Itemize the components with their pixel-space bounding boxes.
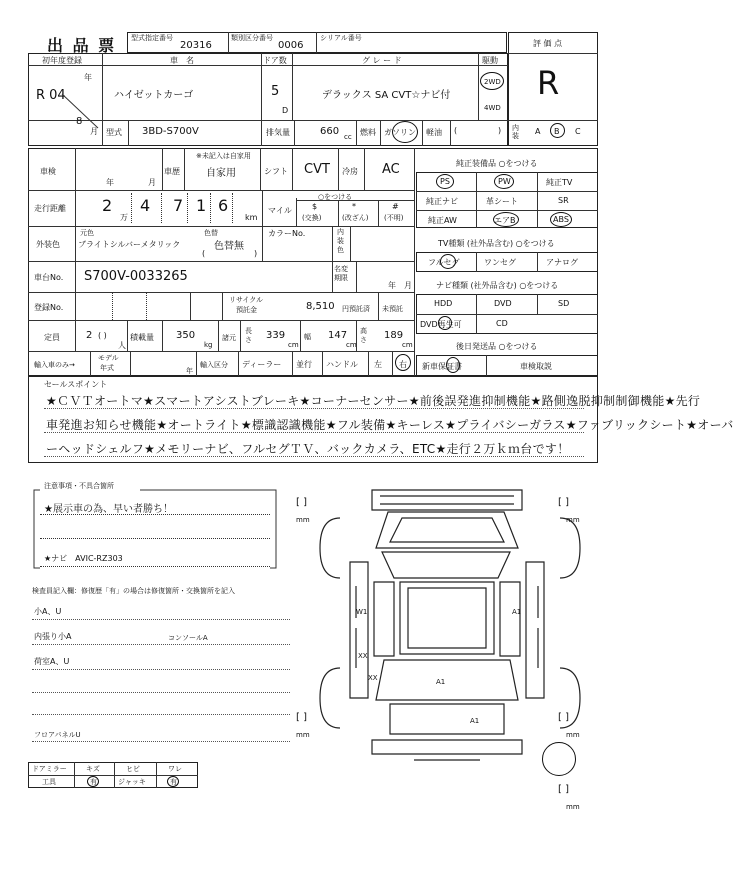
import-only-label: 輸入車のみ→ <box>34 361 75 369</box>
length-value: 339 <box>266 330 286 341</box>
load-label: 積載量 <box>130 333 154 342</box>
scratch-label: キズ <box>86 765 100 773</box>
drive-2wd: 2WD <box>484 78 501 86</box>
tire-bracket-front-left: [ ] <box>296 497 307 508</box>
tv-fullseg: フルセグ <box>428 258 460 267</box>
handle-left: 左 <box>374 360 382 369</box>
mm-front-left: mm <box>296 516 310 524</box>
tools-have: 有 <box>90 778 97 786</box>
tv-oneseg: ワンセグ <box>484 258 516 267</box>
tire-bracket-rear-right: [ ] <box>558 712 569 723</box>
doors-label: ドア数 <box>263 56 287 65</box>
height-cm: cm <box>402 341 413 349</box>
length-label: 長さ <box>245 327 252 344</box>
equip-sr: SR <box>558 196 569 205</box>
inspector-label: 検査員記入欄：修復歴「有」の場合は修復箇所・交換箇所を記入 <box>32 587 235 595</box>
caution-line-2: ★ナビ AVIC-RZ303 <box>44 554 123 563</box>
caution-label: 注意事項・不具合箇所 <box>44 482 114 490</box>
equip-genuine-navi: 純正ナビ <box>426 197 458 206</box>
after-new-warranty: 新車保証書 <box>422 362 462 371</box>
abs-circle <box>550 212 572 227</box>
person-unit: 人 <box>118 341 126 350</box>
fullseg-circle <box>440 254 456 269</box>
cc-unit: cc <box>344 133 352 141</box>
drive-label: 駆動 <box>482 56 498 65</box>
handle-right: 右 <box>399 360 407 369</box>
man-unit: 万 <box>120 213 128 222</box>
registration-label: 登録No. <box>34 303 64 312</box>
equip-leather-seat: 革シート <box>486 197 518 206</box>
parallel-option: 並行 <box>296 360 312 369</box>
equip-ps: PS <box>440 177 450 186</box>
km-unit: km <box>245 213 258 222</box>
category-number-label: 類別区分番号 <box>231 34 273 42</box>
capacity-value: 2 <box>86 330 93 341</box>
handle-label: ハンドル <box>326 360 358 369</box>
category-number-value: 0006 <box>278 40 304 51</box>
name-change-month: 月 <box>404 281 412 290</box>
history-value: 自家用 <box>206 168 236 179</box>
door-count: 5 <box>271 84 280 99</box>
original-color-label: 元色 <box>80 229 94 237</box>
exchange-label: (交換) <box>302 214 322 222</box>
year-unit: 年 <box>84 73 92 82</box>
equip-genuine-tv: 純正TV <box>546 178 573 187</box>
inspection-month-unit: 月 <box>148 178 156 187</box>
genuine-equipment-label: 純正装備品 ○をつける <box>456 159 538 168</box>
2wd-circle <box>480 72 504 90</box>
history-note: ※未記入は自家用 <box>196 152 251 160</box>
exterior-color-label: 外装色 <box>36 240 60 249</box>
equip-abs: ABS <box>553 215 569 224</box>
diagram-mark-w1: W1 <box>356 608 368 616</box>
fuel-gasoline: ガソリン <box>384 128 416 137</box>
width-cm: cm <box>346 341 357 349</box>
tampered-label: (改ざん) <box>342 214 369 222</box>
warranty-circle <box>446 357 460 373</box>
model-label: 型式 <box>106 128 122 137</box>
fuel-paren-open: ( <box>454 126 458 135</box>
after-manual: 車検取説 <box>520 362 552 371</box>
navi-type-label: ナビ種類 (社外品含む) ○をつける <box>436 281 559 290</box>
tire-bracket-spare: [ ] <box>558 784 569 795</box>
sales-point-line-3: ーヘッドシェルフ★メモリーナビ、フルセグＴＶ、バックカメラ、ETC★走行２万ｋｍ台です！ <box>46 442 570 456</box>
first-registration-label: 初年度登録 <box>42 56 82 65</box>
car-name-label: 車 名 <box>170 56 194 65</box>
diagram-mark-xx-1: XX <box>358 652 368 660</box>
equip-airbag: エアB <box>494 216 516 225</box>
displacement-value: 660 <box>320 126 340 137</box>
unknown-symbol: # <box>392 202 399 211</box>
width-label: 幅 <box>304 333 311 341</box>
grade-value: デラックス SA CVT☆ナビ付 <box>322 90 451 101</box>
ps-circle <box>436 174 454 189</box>
equip-genuine-aw: 純正AW <box>428 216 457 225</box>
color-change-value: 色替無 <box>214 241 244 252</box>
type-number-value: 20316 <box>180 40 212 51</box>
circle-instruction: ○をつける <box>318 193 353 201</box>
fuel-paren-close: ) <box>498 126 502 135</box>
navi-sd: SD <box>558 299 570 308</box>
model-year-unit: 年 <box>186 367 193 375</box>
tire-bracket-front-right: [ ] <box>558 497 569 508</box>
chassis-number: S700V-0033265 <box>84 269 188 284</box>
recycle-label-1: リサイクル <box>229 296 264 304</box>
mm-front-right: mm <box>566 516 580 524</box>
shift-label: シフト <box>264 167 288 176</box>
navi-hdd: HDD <box>434 299 453 308</box>
interior-grade-a: A <box>535 127 541 136</box>
color-paren-open: ( <box>202 249 206 258</box>
handle-right-circle <box>395 354 411 371</box>
dealer-option: ディーラー <box>242 360 282 369</box>
width-value: 147 <box>328 330 348 341</box>
navi-cd: CD <box>496 319 508 328</box>
color-change-label: 色替 <box>204 229 218 237</box>
exchange-symbol: $ <box>312 202 318 211</box>
month-unit: 月 <box>90 127 98 136</box>
diagram-mark-a1-bumper: A1 <box>470 717 480 725</box>
inspection-year-unit: 年 <box>106 178 114 187</box>
model-year-label-2: 年式 <box>100 364 114 372</box>
mm-rear-right: mm <box>566 731 580 739</box>
equip-pw: PW <box>498 177 511 186</box>
cooler-value: AC <box>382 162 400 177</box>
mm-rear-left: mm <box>296 731 310 739</box>
caution-line-1: ★展示車の為、早い者勝ち！ <box>44 504 173 515</box>
color-code-label: カラーNo. <box>268 229 306 238</box>
mm-spare: mm <box>566 803 580 811</box>
capacity-label: 定員 <box>44 333 60 342</box>
drive-4wd: 4WD <box>484 104 501 112</box>
door-mirror-label: ドアミラー <box>32 765 67 773</box>
kg-unit: kg <box>204 341 213 349</box>
height-value: 189 <box>384 330 404 341</box>
shift-value: CVT <box>304 162 330 177</box>
unknown-label: (不明) <box>384 214 404 222</box>
serial-number-label: シリアル番号 <box>320 34 362 42</box>
mileage-digit-5: 6 <box>218 196 229 215</box>
jack-have-circle <box>167 776 179 787</box>
model-year-label-1: モデル <box>98 354 119 362</box>
displacement-label: 排気量 <box>266 128 290 137</box>
recycle-unit: 円預託済 <box>342 305 370 313</box>
repair-item-5: フロアパネルU <box>34 731 81 739</box>
cooler-label: 冷房 <box>342 167 358 176</box>
model-value: 3BD-S700V <box>142 126 199 137</box>
recycle-label-2: 預託金 <box>236 306 257 314</box>
spare-tire-circle <box>542 742 576 776</box>
car-name: ハイゼットカーゴ <box>114 90 194 101</box>
diesel-label: 軽油 <box>426 128 442 137</box>
height-label: 高さ <box>360 327 367 344</box>
name-change-year: 年 <box>388 281 396 290</box>
repair-item-3: 荷室A、U <box>34 657 70 666</box>
tv-analog: アナログ <box>546 258 578 267</box>
original-color: ブライトシルバーメタリック <box>78 240 181 249</box>
grade-label: グ レ ー ド <box>362 56 402 65</box>
sheet-title: 出 品 票 <box>47 36 117 55</box>
sales-point-line-2: 車発進お知らせ機能★オートライト★標識認識機能★フル装備★キーレス★プライバシーガラス★ファブリックシート★オーバ <box>46 418 734 432</box>
jack-have: 有 <box>170 778 177 786</box>
history-label: 車歴 <box>164 167 180 176</box>
navi-dvd: DVD <box>494 299 512 308</box>
crack-label: ヒビ <box>126 765 140 773</box>
mile-label: マイル <box>268 206 292 215</box>
first-registration-month: 8 <box>76 116 83 127</box>
rating-label: 評 価 点 <box>533 39 563 48</box>
door-d: D <box>282 106 289 115</box>
interior-grade-b: B <box>554 127 560 136</box>
repair-item-1: 小A、U <box>34 607 62 616</box>
sales-point-line-1: ★ＣＶＴオートマ★スマートアシストブレーキ★コーナーセンサー★前後誤発進抑制機能★路側逸脱抑制制御機能★先行 <box>46 394 701 408</box>
fuel-label: 燃料 <box>360 128 376 137</box>
mileage-digit-2: 4 <box>140 196 151 215</box>
sales-point-label: セールスポイント <box>44 380 108 389</box>
color-paren-close: ) <box>254 249 258 258</box>
tv-type-label: TV種類 (社外品含む) ○をつける <box>438 239 555 248</box>
interior-grade-c: C <box>575 127 581 136</box>
not-deposited: 未預託 <box>382 305 403 313</box>
diagram-mark-a1-right: A1 <box>512 608 522 616</box>
mileage-label: 走行距離 <box>34 204 66 213</box>
navi-dvd-playback: DVD再生可 <box>420 320 462 329</box>
mileage-digit-1: 2 <box>102 196 113 215</box>
name-change-label: 名変期限 <box>334 265 348 282</box>
tools-have-circle <box>87 776 99 787</box>
repair-console: コンソールA <box>168 634 208 642</box>
interior-color-label: 内装色 <box>337 228 344 254</box>
mileage-digit-4: 1 <box>196 196 207 215</box>
inspection-label: 車検 <box>40 167 56 176</box>
repair-item-2: 内張り小A <box>34 632 72 641</box>
after-ship-label: 後日発送品 ○をつける <box>456 342 538 351</box>
length-cm: cm <box>288 341 299 349</box>
pw-circle <box>494 174 514 189</box>
gasoline-circle <box>392 121 418 143</box>
jack-label: ジャッキ <box>118 778 146 786</box>
diagram-mark-a1-rear: A1 <box>436 678 446 686</box>
airbag-circle <box>493 212 519 227</box>
mileage-digit-3: 7 <box>173 196 184 215</box>
load-value: 350 <box>176 330 196 341</box>
dim-label: 諸元 <box>222 334 236 342</box>
first-registration-era: R 04 <box>36 88 66 103</box>
tools-label: 工具 <box>42 778 56 786</box>
chassis-label: 車台No. <box>34 273 64 282</box>
interior-grade-label: 内装 <box>512 124 519 140</box>
import-type-label: 輸入区分 <box>200 361 228 369</box>
break-label: ワレ <box>168 765 182 773</box>
recycle-amount: 8,510 <box>306 301 335 312</box>
rating-value: R <box>537 64 560 102</box>
type-number-label: 型式指定番号 <box>131 34 173 42</box>
dvd-playback-circle <box>438 316 452 330</box>
tampered-symbol: * <box>352 202 356 211</box>
diagram-mark-xx-2: XX <box>368 674 378 682</box>
capacity-paren: ( ) <box>98 331 107 340</box>
tire-bracket-rear-left: [ ] <box>296 712 307 723</box>
grade-b-circle <box>550 123 565 138</box>
